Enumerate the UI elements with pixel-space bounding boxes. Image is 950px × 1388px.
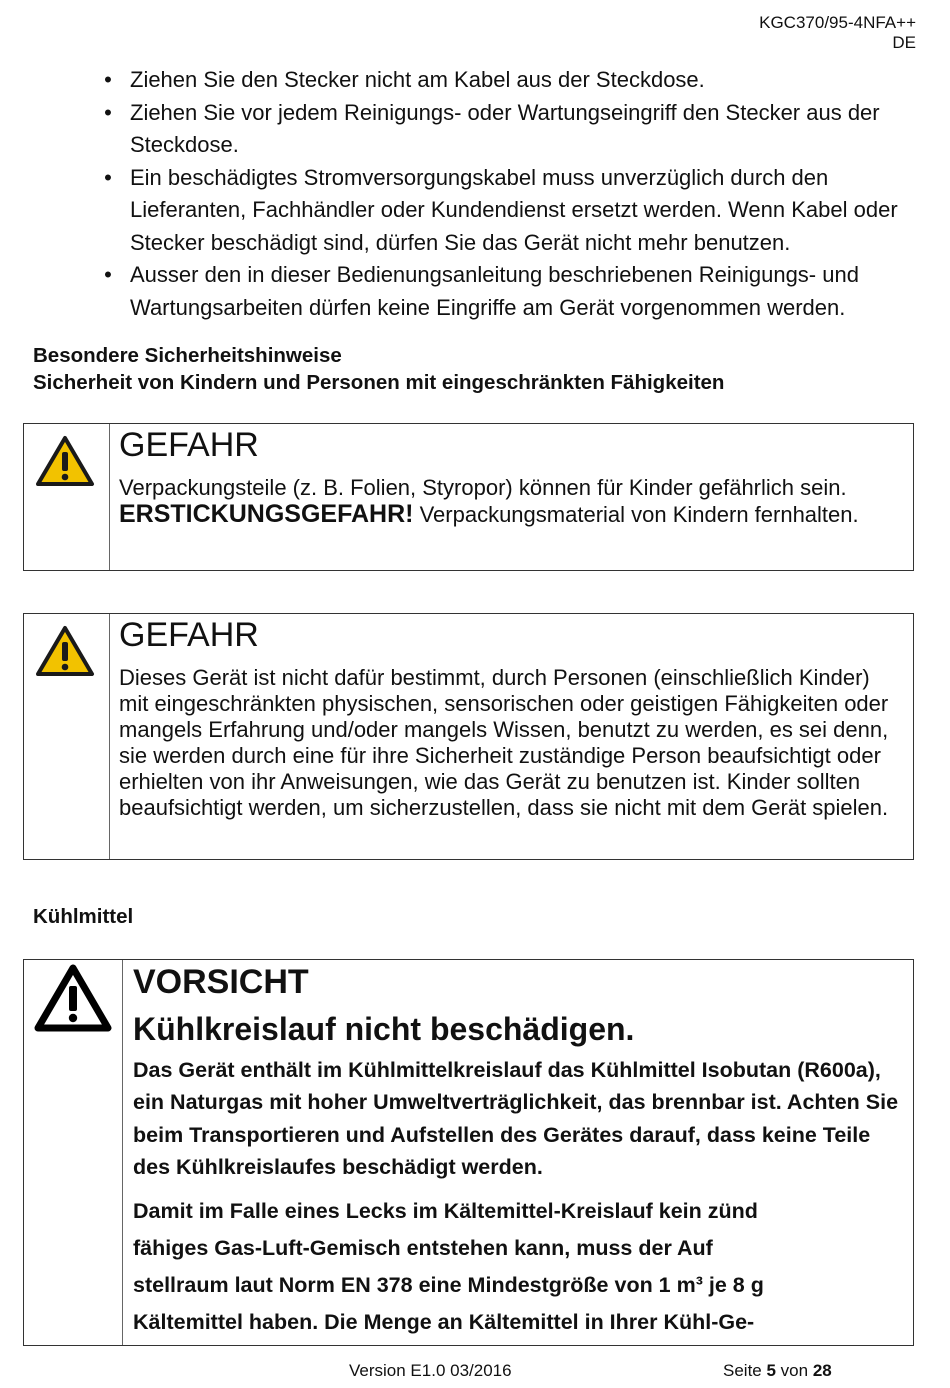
- warning-triangle-yellow-icon: [35, 434, 95, 488]
- caution-paragraph-2: Damit im Falle eines Lecks im Kältemittel-Kreislauf kein zünd fähiges Gas-Luft-Gemisch entstehen kann, muss der Auf stellraum laut Norm EN 378 eine Mindestgröße von 1 m³ je 8 g Kältemittel haben. Die Menge an Kältemittel in Ihrer Kühl-Ge-: [133, 1199, 764, 1335]
- warning-box-children: [23, 613, 914, 860]
- model-number: KGC370/95-4NFA++: [759, 13, 916, 32]
- page-header: [759, 13, 916, 53]
- warning-emphasis: ERSTICKUNGSGEFAHR!: [119, 500, 414, 528]
- bullet-icon: •: [104, 67, 112, 92]
- list-item: • Ziehen Sie den Stecker nicht am Kabel aus der Steckdose.: [96, 64, 916, 97]
- caution-paragraph: Das Gerät enthält im Kühlmittelkreislauf das Kühlmittel Isobutan (R600a), ein Naturgas mit hoher Umweltverträglichkeit, das brennbar ist. Achten Sie beim Transportieren und Aufstellen des Gerätes darauf, dass keine Teile des Kühlkreislaufes beschädigt werden.: [133, 1058, 899, 1179]
- warning-title: GEFAHR: [119, 616, 259, 654]
- section-subtitle: Sicherheit von Kindern und Personen mit eingeschränkten Fähigkeiten: [33, 371, 725, 394]
- footer-version: Version E1.0 03/2016: [349, 1361, 512, 1380]
- caution-box-refrigerant: [23, 959, 914, 1346]
- list-item: • Ausser den in dieser Bedienungsanleitung beschriebenen Reinigungs- und Wartungsarbeiten dürfen keine Eingriffe am Gerät vorgenommen werden.: [96, 259, 916, 324]
- warning-text: Dieses Gerät ist nicht dafür bestimmt, durch Personen (einschließlich Kinder) mit eingeschränkten physischen, sensorischen oder geistigen Fähigkeiten oder mangels Erfahrung und/oder mangels Wissen, benutzt zu werden, es sei denn, sie werden durch eine für ihre Sicherheit zuständige Person beaufsichtigt oder erhielten von ihr Anweisungen, wie das Gerät zu benutzen ist. Kinder sollten beaufsichtigt werden, um sicherzustellen, dass sie nicht mit dem Gerät spielen.: [119, 665, 889, 820]
- footer-page-number: Seite 5 von 28: [723, 1361, 832, 1380]
- warning-title: GEFAHR: [119, 426, 259, 464]
- list-item: • Ein beschädigtes Stromversorgungskabel muss unverzüglich durch den Lieferanten, Fachhändler oder Kundendienst ersetzt werden. Wenn Kabel oder Stecker beschädigt sind, dürfen Sie das Gerät nicht mehr benutzen.: [96, 162, 916, 260]
- bullet-icon: •: [104, 99, 112, 125]
- caution-title: VORSICHT: [133, 963, 309, 1001]
- section-title: Besondere Sicherheitshinweise: [33, 344, 342, 367]
- language-code: DE: [892, 33, 916, 52]
- warning-box-packaging: [23, 423, 914, 571]
- bullet-icon: •: [104, 164, 112, 190]
- box-divider: [109, 614, 110, 859]
- warning-content: [119, 614, 903, 821]
- safety-bullet-list: [96, 64, 916, 324]
- caution-content: [133, 960, 901, 1341]
- warning-triangle-black-icon: [34, 962, 112, 1032]
- warning-text: Verpackungsteile (z. B. Folien, Styropor) können für Kinder gefährlich sein. ERSTICKUNGSGEFAHR! Verpackungsmaterial von Kindern fernhalten.: [119, 475, 859, 528]
- warning-triangle-yellow-icon: [35, 624, 95, 678]
- list-item: • Ziehen Sie vor jedem Reinigungs- oder Wartungseingriff den Stecker aus der Steckdose.: [96, 97, 916, 162]
- caution-subtitle: Kühlkreislauf nicht beschädigen.: [133, 1011, 635, 1047]
- warning-content: [119, 424, 903, 528]
- box-divider: [109, 424, 110, 570]
- bullet-icon: •: [104, 262, 112, 287]
- box-divider: [122, 960, 123, 1345]
- refrigerant-heading: Kühlmittel: [33, 905, 134, 928]
